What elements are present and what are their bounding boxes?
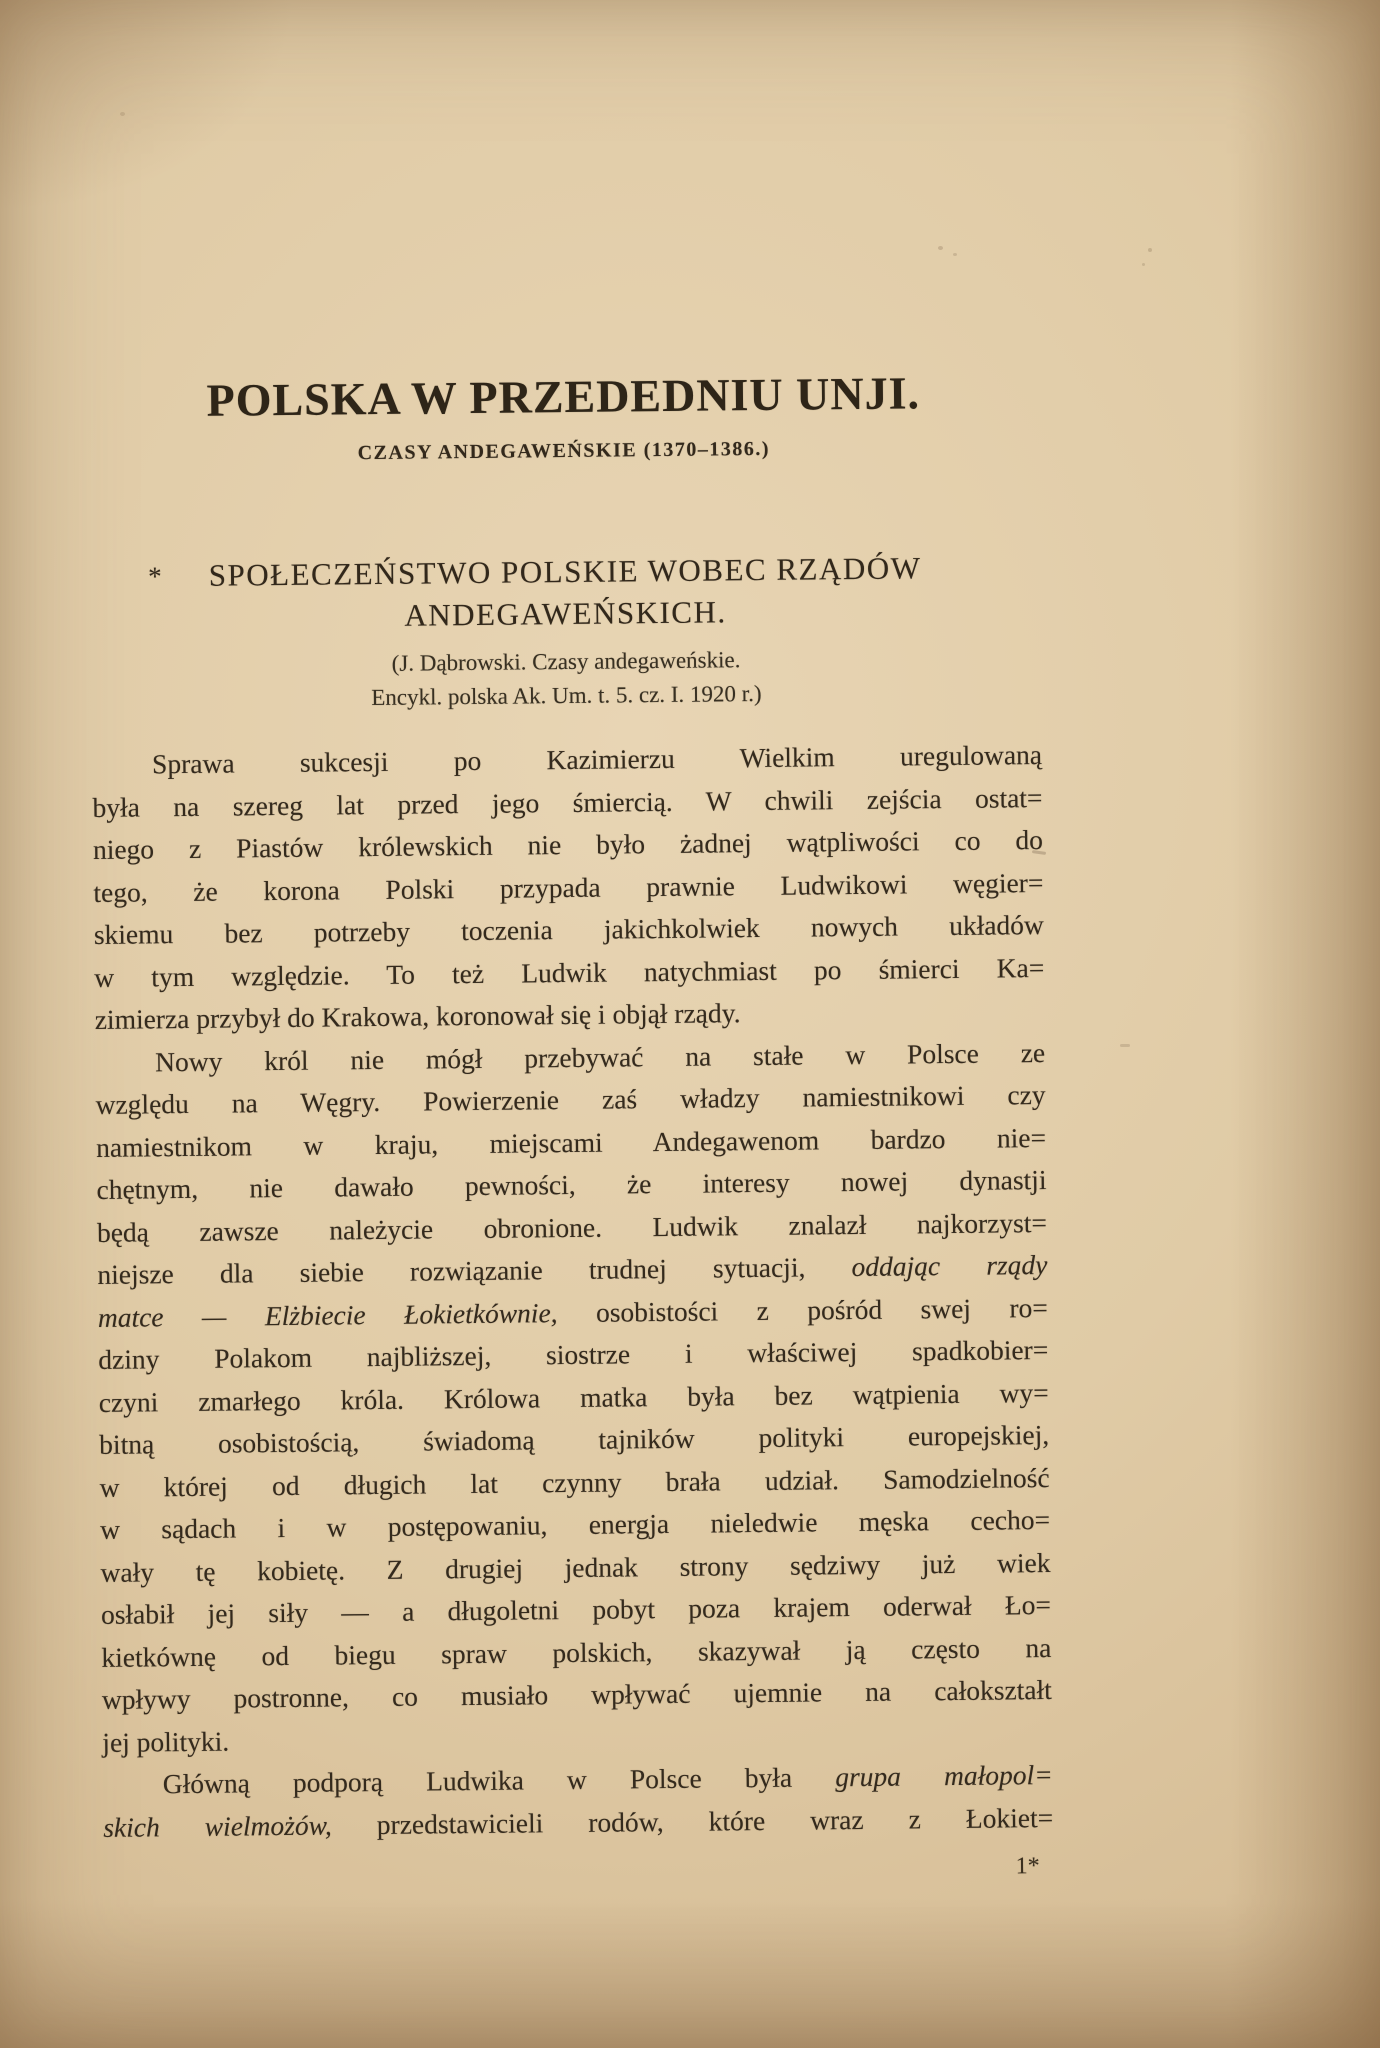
text-segment: kietkównę od biegu spraw polskich, skazywał ją często na [101,1631,1052,1673]
paper-speck [953,253,957,256]
paper-speck [1120,1044,1130,1047]
text-segment: w tym względzie. To też Ludwik natychmiast po śmierci Ka= [94,951,1045,993]
text-segment: Główną podporą Ludwika w Polsce była [162,1761,836,1800]
text-segment: dziny Polakom najbliższej, siostrze i właściwej spadkobier= [98,1333,1049,1375]
paper-speck [938,246,943,250]
text-segment: bitną osobistością, świadomą tajników polityki europejskiej, [99,1418,1050,1460]
asterisk-marker: * [147,561,162,592]
paragraph-1 [92,734,1045,1041]
page-subtitle: CZASY ANDEGAWEŃSKIE (1370–1386.) [357,437,771,465]
paper-speck [1142,263,1145,266]
text-segment: będą zawsze należycie obronione. Ludwik znalazł najkorzyst= [96,1206,1048,1248]
page-shading-bottom [0,1898,1380,2048]
text-segment: osłabił jej siły — a długoletni pobyt poza krajem oderwał Ło= [100,1588,1052,1630]
citation-line2: Encykl. polska Ak. Um. t. 5. cz. I. 1920 r.) [371,680,762,711]
signature-mark: 1* [1015,1853,1040,1880]
section-heading [90,546,1041,640]
text-segment: niego z Piastów królewskich nie było żadnej wątpliwości co do [92,824,1044,865]
body-text [92,734,1054,1849]
italic-text-segment: skich wielmożów, [103,1809,332,1843]
citation-line1: (J. Dąbrowski. Czasy andegaweńskie. [391,647,741,676]
text-segment: w sądach i w postępowaniu, energja nieledwie męska cecho= [99,1503,1051,1545]
text-segment: przedstawicieli rodów, które wraz z Łokiet= [331,1801,1054,1841]
paper-speck [120,112,125,116]
citation [91,640,1042,718]
italic-text-segment: grupa małopol= [835,1758,1053,1793]
text-segment: Nowy król nie mógł przebywać na stałe w Polsce ze [155,1036,1046,1077]
italic-text-segment: matce — Elżbiecie Łokietkównie, [97,1296,558,1333]
text-segment: była na szereg lat przed jego śmiercią. W chwili zejścia ostat= [92,781,1043,823]
text-segment: wpływy postronne, co musiało wpływać ujemnie na całokształt [101,1673,1052,1715]
paper-speck [1148,248,1152,252]
text-segment: niejsze dla siebie rozwiązanie trudnej sytuacji, [97,1251,852,1290]
italic-text-segment: oddając rządy [851,1248,1048,1283]
text-segment: czyni zmarłego króla. Królowa matka była bez wątpienia wy= [98,1376,1049,1418]
text-segment: skiemu bez potrzeby toczenia jakichkolwiek nowych układów [93,909,1044,950]
paragraph-2 [95,1032,1053,1764]
text-segment: w której od długich lat czynny brała udział. Samodzielność [99,1461,1050,1503]
text-segment: zimierza przybył do Krakowa, koronował się i objął rządy. [94,997,741,1035]
section-heading-line2: ANDEGAWEŃSKICH. [404,594,727,633]
page-content [84,0,1054,1890]
text-segment: osobistości z pośród swej ro= [557,1291,1048,1328]
text-segment: jej polityki. [102,1725,230,1758]
text-segment: chętnym, nie dawało pewności, że interesy nowej dynastji [96,1164,1047,1205]
text-segment: Sprawa sukcesji po Kazimierzu Wielkim uregulowaną [151,739,1043,780]
paragraph-3 [103,1754,1054,1849]
text-segment: tego, że korona Polski przypada prawnie Ludwikowi węgier= [93,866,1044,908]
section-heading-line1: SPOŁECZEŃSTWO POLSKIE WOBEC RZĄDÓW [208,550,922,593]
page-title: POLSKA W PRZEDEDNIU UNJI. [206,367,921,426]
text-segment: względu na Węgry. Powierzenie zaś władzy namiestnikowi czy [95,1079,1046,1120]
text-segment: wały tę kobietę. Z drugiej jednak strony sędziwy już wiek [100,1546,1051,1588]
text-segment: namiestnikom w kraju, miejscami Andegawenom bardzo nie= [95,1121,1047,1163]
page-shading-right [1230,0,1380,2048]
